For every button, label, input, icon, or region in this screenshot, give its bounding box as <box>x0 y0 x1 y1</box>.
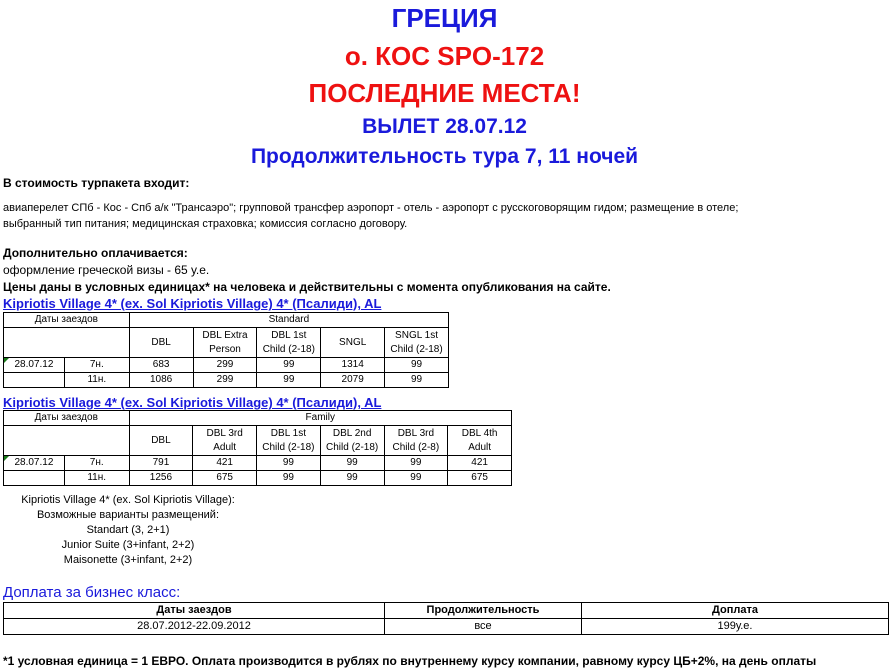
table-row <box>4 471 512 486</box>
accommodation-hotel: Kipriotis Village 4* (ex. Sol Kipriotis Village): <box>21 494 235 506</box>
price-cell: 1314 <box>321 358 385 373</box>
table-row <box>4 619 889 635</box>
column-header: DBL 1st Child (2-18) <box>257 328 321 358</box>
price-table-standard <box>3 312 449 388</box>
accommodation-options <box>3 493 253 568</box>
price-cell: 99 <box>320 456 384 471</box>
surcharge-cell: 199у.е. <box>582 619 889 635</box>
title-country: ГРЕЦИЯ <box>391 3 498 33</box>
table-row <box>4 456 512 471</box>
business-class-heading: Доплата за бизнес класс: <box>3 584 181 601</box>
column-header: DBL 2nd Child (2-18) <box>320 426 384 456</box>
column-header: SNGL 1st Child (2-18) <box>385 328 449 358</box>
title-last-seats: ПОСЛЕДНИЕ МЕСТА! <box>308 78 581 108</box>
package-line-1: авиаперелет СПб - Кос - Спб а/к "Трансаэро"; групповой трансфер аэропорт - отель - аэропорт с русскоговорящим гидом; размещение в отеле; <box>3 202 739 214</box>
table-row <box>4 373 449 388</box>
package-heading: В стоимость турпакета входит: <box>3 176 190 190</box>
business-class-table <box>3 602 889 635</box>
price-cell: 299 <box>193 358 257 373</box>
price-cell: 675 <box>448 471 512 486</box>
price-cell: 421 <box>448 456 512 471</box>
arrival-date: 28.07.12 <box>4 358 65 373</box>
accommodation-heading: Возможные варианты размещений: <box>36 509 220 521</box>
period-cell: 28.07.2012-22.09.2012 <box>4 619 385 635</box>
hotel-link-standard[interactable]: Kipriotis Village 4* (ex. Sol Kipriotis Village) 4* (Псалиди), AL <box>3 296 382 311</box>
price-note: Цены даны в условных единицах* на человека и действительны с момента опубликования на сайте. <box>3 280 611 294</box>
group-header: Family <box>129 411 511 426</box>
column-header: DBL 4th Adult <box>448 426 512 456</box>
accommodation-option: Standart (3, 2+1) <box>86 524 170 536</box>
column-header: DBL <box>129 426 193 456</box>
group-header: Standard <box>129 313 448 328</box>
price-cell: 99 <box>257 456 321 471</box>
price-cell: 683 <box>129 358 193 373</box>
column-header: SNGL <box>321 328 385 358</box>
price-cell: 99 <box>385 373 449 388</box>
hotel-link-family[interactable]: Kipriotis Village 4* (ex. Sol Kipriotis Village) 4* (Псалиди), AL <box>3 395 382 410</box>
title-departure: ВЫЛЕТ 28.07.12 <box>362 115 527 138</box>
price-cell: 421 <box>193 456 257 471</box>
column-header: DBL 3rd Child (2-8) <box>384 426 448 456</box>
column-header: DBL Extra Person <box>193 328 257 358</box>
dates-header: Даты заездов <box>4 313 130 328</box>
accommodation-option: Junior Suite (3+infant, 2+2) <box>61 539 195 551</box>
column-header: DBL 1st Child (2-18) <box>257 426 321 456</box>
nights: 7н. <box>64 358 129 373</box>
nights: 11н. <box>64 471 129 486</box>
dates-header: Даты заездов <box>4 411 130 426</box>
accommodation-option: Maisonette (3+infant, 2+2) <box>63 554 193 566</box>
price-table-family <box>3 410 512 486</box>
title-island: о. КОС SPO-172 <box>344 41 545 71</box>
column-header: DBL <box>129 328 193 358</box>
price-cell: 99 <box>257 373 321 388</box>
price-cell: 99 <box>384 471 448 486</box>
price-cell: 2079 <box>321 373 385 388</box>
dates-header-spacer <box>4 426 130 456</box>
price-cell: 675 <box>193 471 257 486</box>
nights: 11н. <box>64 373 129 388</box>
arrival-date <box>4 373 65 388</box>
column-header: Доплата <box>582 603 889 619</box>
extra-heading: Дополнительно оплачивается: <box>3 246 188 260</box>
price-cell: 1086 <box>129 373 193 388</box>
arrival-date <box>4 471 65 486</box>
price-cell: 99 <box>385 358 449 373</box>
column-header: Продолжительность <box>385 603 582 619</box>
footnote: *1 условная единица = 1 ЕВРО. Оплата производится в рублях по внутреннему курсу компании, равному курсу ЦБ+2%, на день оплаты <box>3 654 817 668</box>
price-cell: 99 <box>320 471 384 486</box>
column-header: Даты заездов <box>4 603 385 619</box>
price-cell: 99 <box>257 358 321 373</box>
duration-cell: все <box>385 619 582 635</box>
nights: 7н. <box>64 456 129 471</box>
visa-fee: оформление греческой визы - 65 у.е. <box>3 263 210 277</box>
price-cell: 99 <box>384 456 448 471</box>
package-line-2: выбранный тип питания; медицинская страховка; комиссия согласно договору. <box>3 218 408 230</box>
column-header: DBL 3rd Adult <box>193 426 257 456</box>
table-row <box>4 358 449 373</box>
price-cell: 1256 <box>129 471 193 486</box>
arrival-date: 28.07.12 <box>4 456 65 471</box>
price-cell: 791 <box>129 456 193 471</box>
price-cell: 99 <box>257 471 321 486</box>
title-duration: Продолжительность тура 7, 11 ночей <box>250 145 639 168</box>
price-cell: 299 <box>193 373 257 388</box>
dates-header-spacer <box>4 328 130 358</box>
